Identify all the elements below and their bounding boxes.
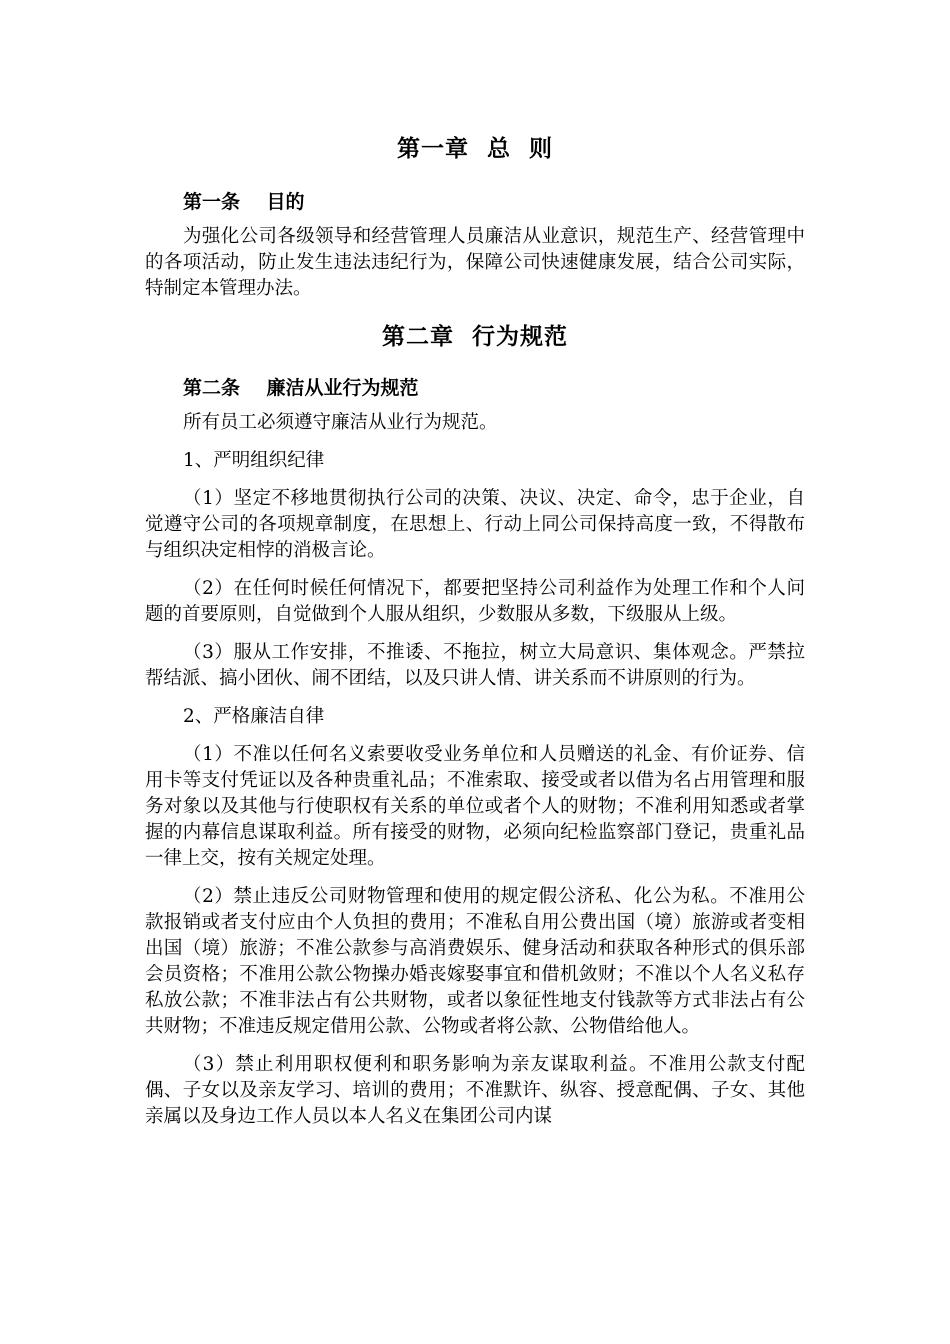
section-2-item-2: （2）禁止违反公司财物管理和使用的规定假公济私、化公为私。不准用公款报销或者支付应由个人负担的费用；不准私自用公费出国（境）旅游或者变相出国（境）旅游；不准公款参与高消费娱乐、健身活动和获取各种形式的俱乐部会员资格；不准用公款公物操办婚丧嫁娶事宜和借机敛财；不准以个人名义私存私放公款；不准非法占有公共财物，或者以象征性地支付钱款等方式非法占有公共财物；不准违反规定借用公款、公物或者将公款、公物借给他人。 <box>145 886 805 1037</box>
section-1-item-3: （3）服从工作安排，不推诿、不拖拉，树立大局意识、集体观念。严禁拉帮结派、搞小团伙、闹不团结，以及只讲人情、讲关系而不讲原则的行为。 <box>145 642 805 689</box>
article-1-paragraph: 为强化公司各级领导和经营管理人员廉洁从业意识，规范生产、经营管理中的各项活动，防止发生违法违纪行为，保障公司快速健康发展，结合公司实际，特制定本管理办法。 <box>145 226 805 299</box>
article-2-intro: 所有员工必须遵守廉洁从业行为规范。 <box>183 412 498 433</box>
article-1-heading: 第一条 目的 <box>183 191 305 213</box>
section-1-item-1: （1）坚定不移地贯彻执行公司的决策、决议、决定、命令，忠于企业，自觉遵守公司的各项规章制度，在思想上、行动上同公司保持高度一致，不得散布与组织决定相悖的消极言论。 <box>145 488 805 561</box>
article-2-heading: 第二条 廉洁从业行为规范 <box>183 377 419 399</box>
document-body <box>145 130 805 1142</box>
chapter-2-title: 第二章 行为规范 <box>381 324 568 350</box>
section-2-item-3: （3）禁止利用职权便利和职务影响为亲友谋取利益。不准用公款支付配偶、子女以及亲友学习、培训的费用；不准默许、纵容、授意配偶、子女、其他亲属以及身边工作人员以本人名义在集团公司内谋 <box>145 1054 805 1127</box>
section-1-item-2: （2）在任何时候任何情况下，都要把坚持公司利益作为处理工作和个人问题的首要原则，自觉做到个人服从组织，少数服从多数，下级服从上级。 <box>145 578 805 625</box>
section-2-item-1: （1）不准以任何名义索要收受业务单位和人员赠送的礼金、有价证券、信用卡等支付凭证以及各种贵重礼品；不准索取、接受或者以借为名占用管理和服务对象以及其他与行使职权有关系的单位或者个人的财物；不准利用知悉或者掌握的内幕信息谋取利益。所有接受的财物，必须向纪检监察部门登记，贵重礼品一律上交，按有关规定处理。 <box>145 744 805 869</box>
chapter-1-title: 第一章 总 则 <box>396 136 554 162</box>
section-1-title: 1、严明组织纪律 <box>183 450 325 471</box>
section-2-title: 2、严格廉洁自律 <box>183 706 325 727</box>
